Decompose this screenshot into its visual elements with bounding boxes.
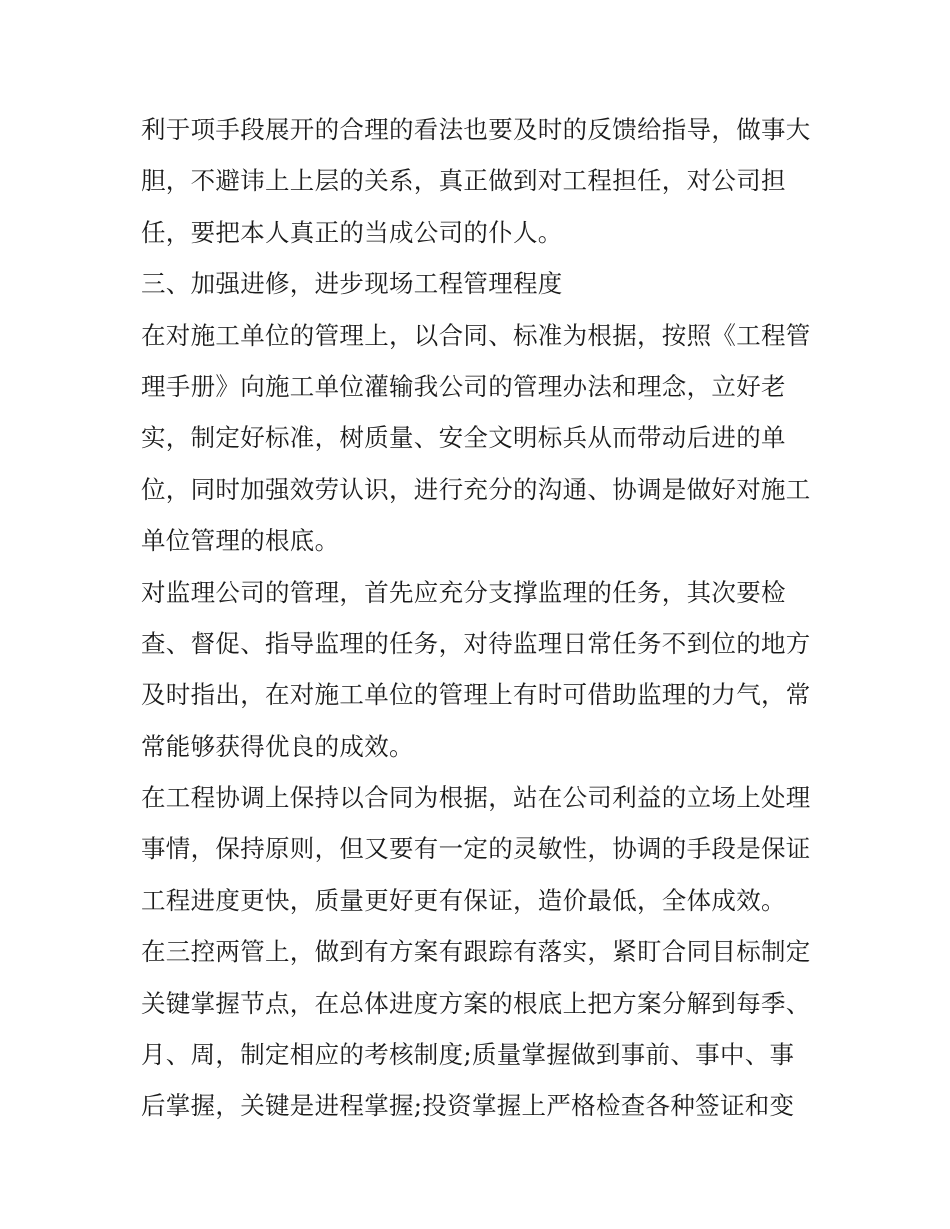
text-line: 事情，保持原则，但又要有一定的灵敏性，协调的手段是保证 bbox=[141, 834, 811, 864]
text-line: 胆，不避讳上上层的关系，真正做到对工程担任，对公司担 bbox=[141, 166, 786, 196]
text-line: 利于项手段展开的合理的看法也要及时的反馈给指导，做事大 bbox=[141, 115, 811, 144]
text-line: 理手册》向施工单位灌输我公司的管理办法和理念，立好老 bbox=[141, 371, 786, 401]
text-line: 任，要把本人真正的当成公司的仆人。 bbox=[141, 217, 563, 247]
text-line: 位，同时加强效劳认识，进行充分的沟通、协调是做好对施工 bbox=[141, 474, 811, 504]
text-line: 后掌握，关键是进程掌握;投资掌握上严格检查各种签证和变 bbox=[141, 1091, 795, 1121]
section-heading: 三、加强进修，进步现场工程管理程度 bbox=[141, 269, 563, 299]
document-body bbox=[141, 104, 821, 1132]
text-line: 常能够获得优良的成效。 bbox=[141, 731, 414, 761]
text-line: 对监理公司的管理，首先应充分支撑监理的任务，其次要检 bbox=[141, 577, 786, 607]
text-line: 月、周，制定相应的考核制度;质量掌握做到事前、事中、事 bbox=[141, 1040, 795, 1070]
text-line: 在工程协调上保持以合同为根据，站在公司利益的立场上处理 bbox=[141, 783, 811, 813]
text-line: 在三控两管上，做到有方案有跟踪有落实，紧盯合同目标制定 bbox=[141, 937, 811, 967]
text-line: 单位管理的根底。 bbox=[141, 526, 340, 556]
text-line: 在对施工单位的管理上，以合同、标准为根据，按照《工程管 bbox=[141, 320, 811, 350]
text-line: 查、督促、指导监理的任务，对待监理日常任务不到位的地方 bbox=[141, 628, 811, 658]
text-line: 关键掌握节点，在总体进度方案的根底上把方案分解到每季、 bbox=[141, 988, 811, 1018]
text-line: 及时指出，在对施工单位的管理上有时可借助监理的力气，常 bbox=[141, 680, 811, 710]
text-line: 实，制定好标准，树质量、安全文明标兵从而带动后进的单 bbox=[141, 423, 786, 453]
text-line: 工程进度更快，质量更好更有保证，造价最低，全体成效。 bbox=[141, 885, 786, 915]
